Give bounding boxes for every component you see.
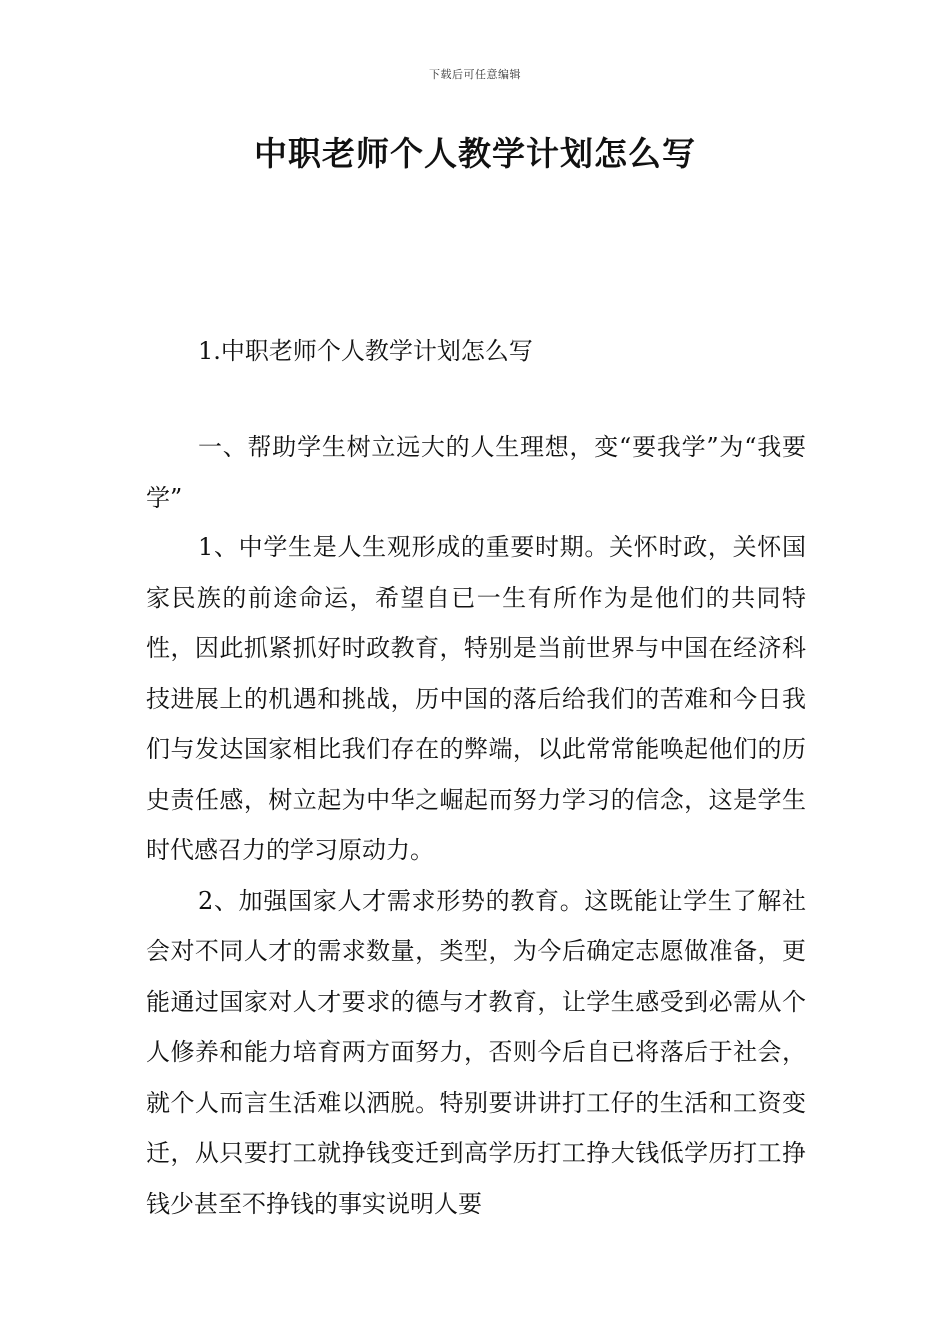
paragraph-1: 1、中学生是人生观形成的重要时期。关怀时政，关怀国家民族的前途命运，希望自已一生有所作为是他们的共同特性，因此抓紧抓好时政教育，特别是当前世界与中国在经济科技进展上的机遇和挑战，历中国的落后给我们的苦难和今日我们与发达国家相比我们存在的弊端，以此常常能唤起他们的历史责任感，树立起为中华之崛起而努力学习的信念，这是学生时代感召力的学习原动力。 (146, 533, 806, 864)
body-text (146, 522, 806, 1229)
document-subheading: 1.中职老师个人教学计划怎么写 (198, 337, 533, 365)
paragraph-2: 2、加强国家人才需求形势的教育。这既能让学生了解社会对不同人才的需求数量，类型，为今后确定志愿做准备，更能通过国家对人才要求的德与才教育，让学生感受到必需从个人修养和能力培育两方面努力，否则今后自已将落后于社会，就个人而言生活难以洒脱。特别要讲讲打工仔的生活和工资变迁，从只要打工就挣钱变迁到高学历打工挣大钱低学历打工挣钱少甚至不挣钱的事实说明人要 (146, 886, 806, 1218)
section-heading: 一、帮助学生树立远大的人生理想，变“要我学”为“我要学” (146, 433, 806, 512)
header-note: 下载后可任意编辑 (429, 68, 521, 81)
document-title: 中职老师个人教学计划怎么写 (254, 134, 696, 173)
